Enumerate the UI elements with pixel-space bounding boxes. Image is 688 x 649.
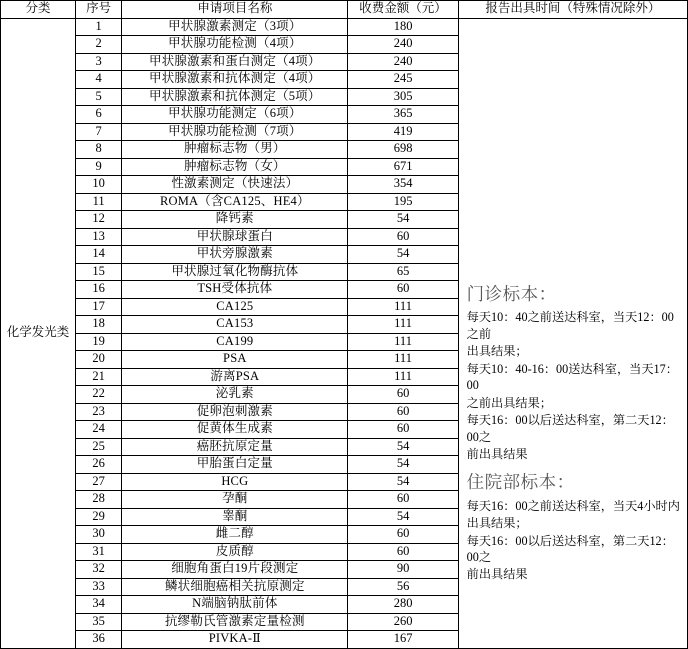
row-fee: 698 <box>348 141 458 159</box>
row-index: 35 <box>76 613 122 631</box>
row-name: CA125 <box>122 298 348 316</box>
row-name: 抗缪勒氏管激素定量检测 <box>122 613 348 631</box>
row-fee: 354 <box>348 176 458 194</box>
row-index: 20 <box>76 351 122 369</box>
outpatient-title: 门诊标本： <box>466 284 557 305</box>
inpatient-line-3: 每天16：00以后送达科室，第二天12：00之 <box>466 533 674 564</box>
header-time: 报告出具时间（特殊情况除外） <box>458 1 687 19</box>
row-index: 36 <box>76 631 122 649</box>
row-name: 肿瘤标志物（男） <box>122 141 348 159</box>
row-fee: 180 <box>348 18 458 36</box>
row-name: 肿瘤标志物（女） <box>122 158 348 176</box>
row-index: 23 <box>76 403 122 421</box>
row-name: 睾酮 <box>122 508 348 526</box>
row-fee: 419 <box>348 123 458 141</box>
row-fee: 240 <box>348 36 458 54</box>
row-fee: 60 <box>348 526 458 544</box>
row-name: 甲状腺功能测定（6项） <box>122 106 348 124</box>
header-category: 分类 <box>1 1 76 19</box>
row-index: 26 <box>76 456 122 474</box>
table-row <box>1 18 688 36</box>
outpatient-line-6: 前出具结果 <box>466 446 528 461</box>
row-index: 24 <box>76 421 122 439</box>
row-index: 21 <box>76 368 122 386</box>
row-fee: 54 <box>348 438 458 456</box>
row-fee: 245 <box>348 71 458 89</box>
row-fee: 54 <box>348 246 458 264</box>
row-name: 促黄体生成素 <box>122 421 348 439</box>
row-fee: 60 <box>348 421 458 439</box>
row-name: 甲状腺功能检测（4项） <box>122 36 348 54</box>
row-fee: 60 <box>348 386 458 404</box>
row-name: N端脑钠肽前体 <box>122 596 348 614</box>
row-fee: 305 <box>348 88 458 106</box>
row-name: 甲状腺功能检测（7项） <box>122 123 348 141</box>
row-index: 1 <box>76 18 122 36</box>
row-fee: 167 <box>348 631 458 649</box>
row-name: 甲状腺激素和抗体测定（5项） <box>122 88 348 106</box>
row-index: 13 <box>76 228 122 246</box>
outpatient-line-5: 每天16：00以后送达科室，第二天12：00之 <box>466 413 674 444</box>
row-fee: 260 <box>348 613 458 631</box>
row-fee: 60 <box>348 403 458 421</box>
outpatient-line-2: 出具结果； <box>466 344 528 359</box>
inpatient-title: 住院部标本： <box>466 472 575 493</box>
row-fee: 60 <box>348 543 458 561</box>
notes-gap <box>467 463 681 470</box>
row-name: 甲胎蛋白定量 <box>122 456 348 474</box>
row-fee: 111 <box>348 316 458 334</box>
row-fee: 365 <box>348 106 458 124</box>
row-index: 28 <box>76 491 122 509</box>
row-name: 甲状旁腺激素 <box>122 246 348 264</box>
notes-spacer <box>467 82 681 282</box>
row-name: 性激素测定（快速法） <box>122 176 348 194</box>
row-name: 游离PSA <box>122 368 348 386</box>
row-fee: 60 <box>348 491 458 509</box>
row-fee: 280 <box>348 596 458 614</box>
row-fee: 111 <box>348 351 458 369</box>
row-name: 促卵泡刺激素 <box>122 403 348 421</box>
row-index: 10 <box>76 176 122 194</box>
row-fee: 60 <box>348 228 458 246</box>
inpatient-line-1: 每天16：00之前送达科室，当天4小时内 <box>466 498 680 513</box>
row-index: 7 <box>76 123 122 141</box>
row-fee: 54 <box>348 211 458 229</box>
row-index: 4 <box>76 71 122 89</box>
outpatient-line-3: 每天10：40-16：00送达科室，当天17：00 <box>466 361 678 393</box>
row-index: 15 <box>76 263 122 281</box>
row-fee: 60 <box>348 281 458 299</box>
row-fee: 54 <box>348 456 458 474</box>
row-index: 32 <box>76 561 122 579</box>
row-name: 泌乳素 <box>122 386 348 404</box>
row-index: 33 <box>76 578 122 596</box>
row-fee: 56 <box>348 578 458 596</box>
inpatient-line-4: 前出具结果 <box>466 567 528 582</box>
row-index: 16 <box>76 281 122 299</box>
row-index: 19 <box>76 333 122 351</box>
report-time-cell <box>458 18 687 648</box>
row-name: PIVKA-Ⅱ <box>122 631 348 649</box>
outpatient-line-4: 之前出具结果； <box>466 395 552 410</box>
row-index: 31 <box>76 543 122 561</box>
row-index: 22 <box>76 386 122 404</box>
row-name: 降钙素 <box>122 211 348 229</box>
row-name: 甲状腺激素和抗体测定（4项） <box>122 71 348 89</box>
row-name: CA153 <box>122 316 348 334</box>
row-index: 5 <box>76 88 122 106</box>
row-name: ROMA（含CA125、HE4） <box>122 193 348 211</box>
row-name: 细胞角蛋白19片段测定 <box>122 561 348 579</box>
row-fee: 195 <box>348 193 458 211</box>
outpatient-line-1: 每天10：40之前送达科室，当天12：00之前 <box>466 310 674 341</box>
row-index: 34 <box>76 596 122 614</box>
row-index: 30 <box>76 526 122 544</box>
row-fee: 54 <box>348 473 458 491</box>
row-name: 甲状腺激素测定（3项） <box>122 18 348 36</box>
row-index: 11 <box>76 193 122 211</box>
row-name: 癌胚抗原定量 <box>122 438 348 456</box>
table-header-row <box>1 1 688 19</box>
row-fee: 671 <box>348 158 458 176</box>
row-name: 甲状腺过氧化物酶抗体 <box>122 263 348 281</box>
row-index: 27 <box>76 473 122 491</box>
row-name: PSA <box>122 351 348 369</box>
header-index: 序号 <box>76 1 122 19</box>
row-index: 18 <box>76 316 122 334</box>
row-name: 皮质醇 <box>122 543 348 561</box>
row-fee: 240 <box>348 53 458 71</box>
header-name: 申请项目名称 <box>122 1 348 19</box>
row-name: 雌二醇 <box>122 526 348 544</box>
row-index: 9 <box>76 158 122 176</box>
row-name: 孕酮 <box>122 491 348 509</box>
row-fee: 54 <box>348 508 458 526</box>
row-fee: 111 <box>348 333 458 351</box>
report-time-notes <box>459 78 687 588</box>
row-name: HCG <box>122 473 348 491</box>
row-index: 12 <box>76 211 122 229</box>
row-fee: 65 <box>348 263 458 281</box>
row-name: 甲状腺球蛋白 <box>122 228 348 246</box>
header-fee: 收费金额（元） <box>348 1 458 19</box>
row-index: 29 <box>76 508 122 526</box>
row-name: TSH受体抗体 <box>122 281 348 299</box>
row-index: 8 <box>76 141 122 159</box>
row-fee: 111 <box>348 298 458 316</box>
row-name: 甲状腺激素和蛋白测定（4项） <box>122 53 348 71</box>
row-index: 17 <box>76 298 122 316</box>
inpatient-line-2: 出具结果； <box>466 516 528 531</box>
row-fee: 90 <box>348 561 458 579</box>
row-index: 14 <box>76 246 122 264</box>
row-name: CA199 <box>122 333 348 351</box>
row-name: 鳞状细胞癌相关抗原测定 <box>122 578 348 596</box>
row-index: 6 <box>76 106 122 124</box>
row-index: 2 <box>76 36 122 54</box>
row-index: 3 <box>76 53 122 71</box>
row-fee: 111 <box>348 368 458 386</box>
category-cell: 化学发光类 <box>1 18 76 648</box>
row-index: 25 <box>76 438 122 456</box>
